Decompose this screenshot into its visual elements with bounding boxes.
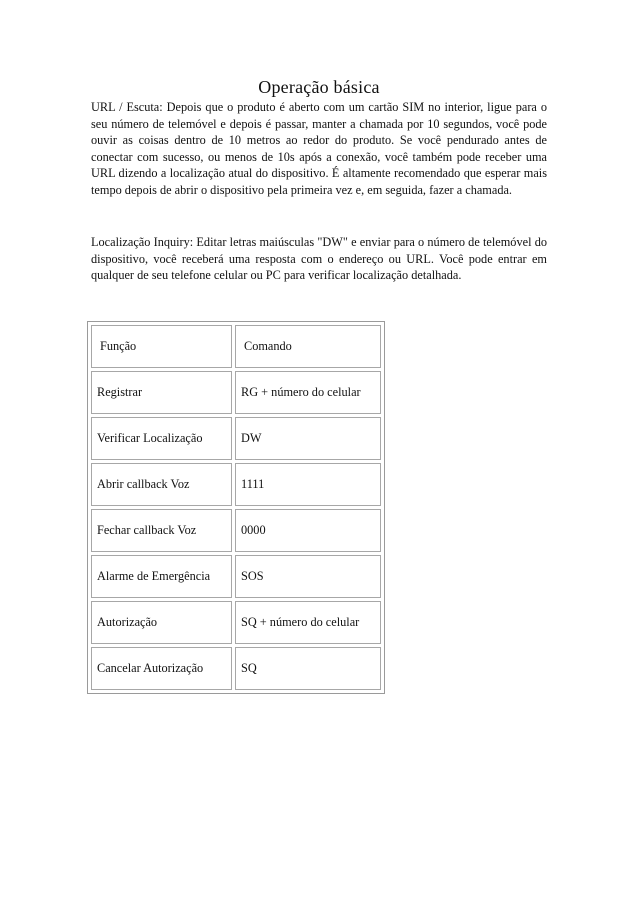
paragraph-localizacao-inquiry: Localização Inquiry: Editar letras maiúsculas "DW" e enviar para o número de telemóvel do dispositivo, você receberá uma resposta com o endereço ou URL. Você pode entrar em qualquer de seu telefone celular ou PC para verificar localização detalhada. (91, 235, 547, 283)
table-cell-function: Verificar Localização (91, 417, 232, 460)
table-cell-command: SOS (235, 555, 381, 598)
table-header-cell: Função (91, 325, 232, 368)
table-cell-function: Abrir callback Voz (91, 463, 232, 506)
table-cell-command: 0000 (235, 509, 381, 552)
table-cell-command: DW (235, 417, 381, 460)
table-row (91, 555, 381, 598)
paragraph-url-escuta: URL / Escuta: Depois que o produto é aberto com um cartão SIM no interior, ligue para o seu número de telemóvel e depois é passar, manter a chamada por 10 segundos, você pode ouvir as coisas dentro de 10 metros ao redor do produto. Se você pendurado antes de conectar com sucesso, ou menos de 10s após a conexão, você também pode receber uma URL dizendo a localização atual do dispositivo. É altamente recomendado que esperar mais tempo depois de abrir o dispositivo pela primeira vez e, em seguida, fazer a chamada. (91, 100, 547, 197)
table-cell-command: SQ + número do celular (235, 601, 381, 644)
table-header-cell: Comando (235, 325, 381, 368)
page-title: Operação básica (258, 77, 380, 97)
table-cell-command: RG + número do celular (235, 371, 381, 414)
table-cell-function: Fechar callback Voz (91, 509, 232, 552)
table-header-row (91, 325, 381, 368)
table-row (91, 371, 381, 414)
table-cell-function: Registrar (91, 371, 232, 414)
command-table (87, 321, 385, 694)
table-cell-command: 1111 (235, 463, 381, 506)
table-cell-command: SQ (235, 647, 381, 690)
table-row (91, 647, 381, 690)
table-row (91, 601, 381, 644)
table-cell-function: Alarme de Emergência (91, 555, 232, 598)
table-row (91, 463, 381, 506)
table-cell-function: Cancelar Autorização (91, 647, 232, 690)
table-cell-function: Autorização (91, 601, 232, 644)
table-row (91, 417, 381, 460)
table-row (91, 509, 381, 552)
